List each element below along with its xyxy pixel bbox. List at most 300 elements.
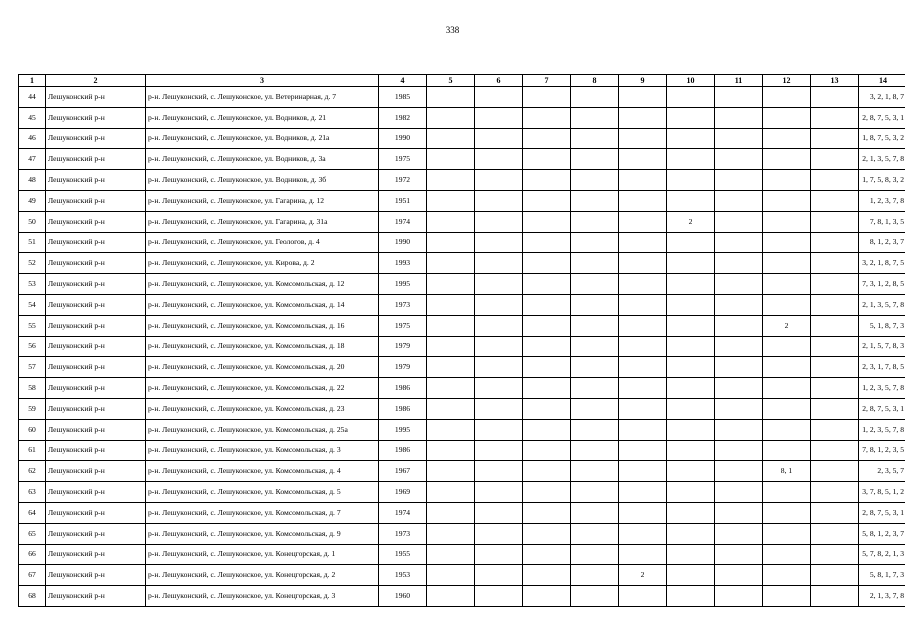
cell-district: Лешуконский р-н bbox=[46, 274, 146, 295]
table-row bbox=[19, 565, 905, 586]
cell-col-9 bbox=[619, 170, 667, 191]
cell-col-8 bbox=[571, 586, 619, 607]
cell-address: р-н. Лешуконский, с. Лешуконское, ул. Водников, д. 3а bbox=[146, 149, 379, 170]
cell-year: 1990 bbox=[379, 232, 427, 253]
cell-col-8 bbox=[571, 440, 619, 461]
cell-col-14: 2, 8, 7, 5, 3, 1 bbox=[859, 398, 905, 419]
cell-col-13 bbox=[811, 315, 859, 336]
cell-col-5 bbox=[427, 523, 475, 544]
cell-col-13 bbox=[811, 586, 859, 607]
table-row bbox=[19, 149, 905, 170]
cell-col-13 bbox=[811, 502, 859, 523]
cell-col-12 bbox=[763, 523, 811, 544]
column-header-12: 12 bbox=[763, 75, 811, 87]
cell-district: Лешуконский р-н bbox=[46, 190, 146, 211]
cell-year: 1960 bbox=[379, 586, 427, 607]
cell-col-8 bbox=[571, 565, 619, 586]
cell-col-9 bbox=[619, 440, 667, 461]
cell-col-10 bbox=[667, 336, 715, 357]
cell-col-12 bbox=[763, 419, 811, 440]
cell-col-9 bbox=[619, 523, 667, 544]
cell-address: р-н. Лешуконский, с. Лешуконское, ул. Комсомольская, д. 9 bbox=[146, 523, 379, 544]
cell-col-9 bbox=[619, 502, 667, 523]
cell-year: 1972 bbox=[379, 170, 427, 191]
cell-address: р-н. Лешуконский, с. Лешуконское, ул. Комсомольская, д. 5 bbox=[146, 482, 379, 503]
cell-address: р-н. Лешуконский, с. Лешуконское, ул. Комсомольская, д. 25а bbox=[146, 419, 379, 440]
cell-col-5 bbox=[427, 190, 475, 211]
cell-col-8 bbox=[571, 336, 619, 357]
cell-col-5 bbox=[427, 128, 475, 149]
cell-col-8 bbox=[571, 87, 619, 108]
cell-year: 1975 bbox=[379, 149, 427, 170]
cell-col-10 bbox=[667, 523, 715, 544]
cell-address: р-н. Лешуконский, с. Лешуконское, ул. Комсомольская, д. 23 bbox=[146, 398, 379, 419]
cell-row-number: 52 bbox=[19, 253, 46, 274]
cell-col-5 bbox=[427, 461, 475, 482]
table-row bbox=[19, 87, 905, 108]
cell-col-11 bbox=[715, 128, 763, 149]
cell-col-13 bbox=[811, 170, 859, 191]
cell-col-6 bbox=[475, 315, 523, 336]
cell-address: р-н. Лешуконский, с. Лешуконское, ул. Конецгорская, д. 2 bbox=[146, 565, 379, 586]
cell-col-7 bbox=[523, 502, 571, 523]
cell-col-9 bbox=[619, 274, 667, 295]
column-header-7: 7 bbox=[523, 75, 571, 87]
table-row bbox=[19, 211, 905, 232]
cell-col-10 bbox=[667, 107, 715, 128]
cell-district: Лешуконский р-н bbox=[46, 128, 146, 149]
cell-col-14: 2, 1, 3, 5, 7, 8 bbox=[859, 294, 905, 315]
cell-col-5 bbox=[427, 502, 475, 523]
cell-col-7 bbox=[523, 336, 571, 357]
cell-district: Лешуконский р-н bbox=[46, 502, 146, 523]
cell-row-number: 51 bbox=[19, 232, 46, 253]
cell-col-6 bbox=[475, 419, 523, 440]
cell-col-12 bbox=[763, 87, 811, 108]
cell-col-11 bbox=[715, 523, 763, 544]
cell-district: Лешуконский р-н bbox=[46, 211, 146, 232]
cell-col-9 bbox=[619, 253, 667, 274]
cell-district: Лешуконский р-н bbox=[46, 294, 146, 315]
cell-year: 1974 bbox=[379, 502, 427, 523]
cell-col-14: 3, 7, 8, 5, 1, 2 bbox=[859, 482, 905, 503]
cell-col-10 bbox=[667, 294, 715, 315]
cell-col-5 bbox=[427, 586, 475, 607]
cell-district: Лешуконский р-н bbox=[46, 232, 146, 253]
cell-year: 1986 bbox=[379, 378, 427, 399]
cell-row-number: 60 bbox=[19, 419, 46, 440]
cell-col-14: 7, 8, 1, 3, 5 bbox=[859, 211, 905, 232]
cell-col-8 bbox=[571, 482, 619, 503]
cell-col-12 bbox=[763, 586, 811, 607]
cell-col-8 bbox=[571, 211, 619, 232]
cell-col-7 bbox=[523, 211, 571, 232]
cell-col-11 bbox=[715, 565, 763, 586]
cell-col-9 bbox=[619, 190, 667, 211]
cell-row-number: 67 bbox=[19, 565, 46, 586]
cell-col-8 bbox=[571, 274, 619, 295]
cell-col-8 bbox=[571, 461, 619, 482]
cell-col-10 bbox=[667, 190, 715, 211]
cell-year: 1995 bbox=[379, 274, 427, 295]
column-header-9: 9 bbox=[619, 75, 667, 87]
cell-col-7 bbox=[523, 107, 571, 128]
column-header-5: 5 bbox=[427, 75, 475, 87]
cell-year: 1979 bbox=[379, 357, 427, 378]
table-row bbox=[19, 107, 905, 128]
cell-col-9 bbox=[619, 294, 667, 315]
cell-row-number: 48 bbox=[19, 170, 46, 191]
cell-year: 1985 bbox=[379, 87, 427, 108]
cell-col-6 bbox=[475, 461, 523, 482]
table-row bbox=[19, 232, 905, 253]
cell-col-13 bbox=[811, 523, 859, 544]
table-row bbox=[19, 523, 905, 544]
cell-col-10 bbox=[667, 502, 715, 523]
cell-row-number: 54 bbox=[19, 294, 46, 315]
cell-address: р-н. Лешуконский, с. Лешуконское, ул. Комсомольская, д. 14 bbox=[146, 294, 379, 315]
table-row bbox=[19, 440, 905, 461]
cell-address: р-н. Лешуконский, с. Лешуконское, ул. Водников, д. 21 bbox=[146, 107, 379, 128]
cell-col-9 bbox=[619, 586, 667, 607]
cell-col-8 bbox=[571, 253, 619, 274]
cell-col-11 bbox=[715, 502, 763, 523]
cell-col-10 bbox=[667, 398, 715, 419]
cell-col-14: 3, 2, 1, 8, 7 bbox=[859, 87, 905, 108]
table-row bbox=[19, 502, 905, 523]
cell-district: Лешуконский р-н bbox=[46, 398, 146, 419]
cell-col-14: 5, 1, 8, 7, 3 bbox=[859, 315, 905, 336]
cell-col-13 bbox=[811, 544, 859, 565]
cell-col-10 bbox=[667, 440, 715, 461]
cell-district: Лешуконский р-н bbox=[46, 544, 146, 565]
cell-col-7 bbox=[523, 586, 571, 607]
column-header-6: 6 bbox=[475, 75, 523, 87]
cell-col-5 bbox=[427, 253, 475, 274]
cell-col-13 bbox=[811, 336, 859, 357]
cell-col-7 bbox=[523, 523, 571, 544]
cell-col-7 bbox=[523, 294, 571, 315]
cell-col-10 bbox=[667, 232, 715, 253]
column-header-4: 4 bbox=[379, 75, 427, 87]
cell-col-7 bbox=[523, 149, 571, 170]
cell-col-10 bbox=[667, 315, 715, 336]
cell-col-11 bbox=[715, 211, 763, 232]
cell-address: р-н. Лешуконский, с. Лешуконское, ул. Ветеринарная, д. 7 bbox=[146, 87, 379, 108]
cell-col-14: 1, 8, 7, 5, 3, 2 bbox=[859, 128, 905, 149]
cell-col-14: 1, 2, 3, 7, 8 bbox=[859, 190, 905, 211]
cell-col-12 bbox=[763, 190, 811, 211]
cell-address: р-н. Лешуконский, с. Лешуконское, ул. Геологов, д. 4 bbox=[146, 232, 379, 253]
cell-col-6 bbox=[475, 336, 523, 357]
cell-col-7 bbox=[523, 87, 571, 108]
cell-col-10 bbox=[667, 378, 715, 399]
cell-col-11 bbox=[715, 253, 763, 274]
cell-col-13 bbox=[811, 419, 859, 440]
cell-year: 1974 bbox=[379, 211, 427, 232]
cell-col-12 bbox=[763, 440, 811, 461]
cell-row-number: 44 bbox=[19, 87, 46, 108]
cell-year: 1969 bbox=[379, 482, 427, 503]
table-row bbox=[19, 274, 905, 295]
cell-address: р-н. Лешуконский, с. Лешуконское, ул. Комсомольская, д. 16 bbox=[146, 315, 379, 336]
cell-col-12 bbox=[763, 482, 811, 503]
cell-district: Лешуконский р-н bbox=[46, 523, 146, 544]
cell-col-14: 2, 8, 7, 5, 3, 1 bbox=[859, 107, 905, 128]
cell-col-12 bbox=[763, 274, 811, 295]
cell-col-13 bbox=[811, 294, 859, 315]
cell-col-9 bbox=[619, 232, 667, 253]
cell-col-6 bbox=[475, 523, 523, 544]
cell-district: Лешуконский р-н bbox=[46, 107, 146, 128]
cell-col-14: 3, 2, 1, 8, 7, 5 bbox=[859, 253, 905, 274]
cell-col-11 bbox=[715, 440, 763, 461]
cell-col-5 bbox=[427, 274, 475, 295]
column-header-2: 2 bbox=[46, 75, 146, 87]
cell-address: р-н. Лешуконский, с. Лешуконское, ул. Комсомольская, д. 20 bbox=[146, 357, 379, 378]
table-row bbox=[19, 586, 905, 607]
column-header-8: 8 bbox=[571, 75, 619, 87]
cell-col-6 bbox=[475, 170, 523, 191]
cell-col-5 bbox=[427, 398, 475, 419]
cell-year: 1986 bbox=[379, 398, 427, 419]
cell-district: Лешуконский р-н bbox=[46, 315, 146, 336]
cell-col-11 bbox=[715, 294, 763, 315]
table-header-row bbox=[19, 75, 905, 87]
cell-col-7 bbox=[523, 378, 571, 399]
cell-col-8 bbox=[571, 419, 619, 440]
cell-col-5 bbox=[427, 544, 475, 565]
cell-address: р-н. Лешуконский, с. Лешуконское, ул. Комсомольская, д. 4 bbox=[146, 461, 379, 482]
column-header-3: 3 bbox=[146, 75, 379, 87]
cell-col-14: 1, 2, 3, 5, 7, 8 bbox=[859, 378, 905, 399]
table-row bbox=[19, 461, 905, 482]
cell-col-12 bbox=[763, 211, 811, 232]
table-row bbox=[19, 419, 905, 440]
table-row bbox=[19, 482, 905, 503]
cell-col-9 bbox=[619, 336, 667, 357]
cell-col-13 bbox=[811, 482, 859, 503]
table-row bbox=[19, 190, 905, 211]
cell-row-number: 57 bbox=[19, 357, 46, 378]
cell-col-8 bbox=[571, 378, 619, 399]
table-row bbox=[19, 253, 905, 274]
cell-col-10: 2 bbox=[667, 211, 715, 232]
cell-col-7 bbox=[523, 398, 571, 419]
cell-col-9 bbox=[619, 544, 667, 565]
table-row bbox=[19, 398, 905, 419]
cell-col-14: 5, 8, 1, 7, 3 bbox=[859, 565, 905, 586]
cell-col-9 bbox=[619, 461, 667, 482]
cell-col-8 bbox=[571, 544, 619, 565]
cell-col-10 bbox=[667, 544, 715, 565]
cell-col-12 bbox=[763, 232, 811, 253]
cell-col-8 bbox=[571, 107, 619, 128]
cell-district: Лешуконский р-н bbox=[46, 378, 146, 399]
cell-col-5 bbox=[427, 211, 475, 232]
cell-col-5 bbox=[427, 440, 475, 461]
cell-col-6 bbox=[475, 440, 523, 461]
cell-col-11 bbox=[715, 170, 763, 191]
cell-col-13 bbox=[811, 378, 859, 399]
cell-col-8 bbox=[571, 502, 619, 523]
cell-row-number: 63 bbox=[19, 482, 46, 503]
cell-col-7 bbox=[523, 315, 571, 336]
cell-col-11 bbox=[715, 544, 763, 565]
cell-col-9 bbox=[619, 482, 667, 503]
cell-col-13 bbox=[811, 461, 859, 482]
cell-col-6 bbox=[475, 544, 523, 565]
cell-col-14: 1, 2, 3, 5, 7, 8 bbox=[859, 419, 905, 440]
cell-address: р-н. Лешуконский, с. Лешуконское, ул. Кирова, д. 2 bbox=[146, 253, 379, 274]
cell-col-5 bbox=[427, 357, 475, 378]
cell-row-number: 68 bbox=[19, 586, 46, 607]
cell-col-6 bbox=[475, 357, 523, 378]
cell-col-8 bbox=[571, 149, 619, 170]
cell-address: р-н. Лешуконский, с. Лешуконское, ул. Гагарина, д. 12 bbox=[146, 190, 379, 211]
cell-col-12 bbox=[763, 544, 811, 565]
cell-col-6 bbox=[475, 482, 523, 503]
cell-col-10 bbox=[667, 419, 715, 440]
cell-col-9 bbox=[619, 211, 667, 232]
cell-district: Лешуконский р-н bbox=[46, 440, 146, 461]
cell-col-11 bbox=[715, 357, 763, 378]
cell-col-10 bbox=[667, 565, 715, 586]
cell-col-12 bbox=[763, 253, 811, 274]
cell-row-number: 50 bbox=[19, 211, 46, 232]
cell-col-6 bbox=[475, 565, 523, 586]
column-header-13: 13 bbox=[811, 75, 859, 87]
cell-col-9 bbox=[619, 315, 667, 336]
cell-col-11 bbox=[715, 149, 763, 170]
cell-year: 1990 bbox=[379, 128, 427, 149]
cell-col-13 bbox=[811, 274, 859, 295]
cell-col-9 bbox=[619, 357, 667, 378]
table-row bbox=[19, 170, 905, 191]
cell-col-5 bbox=[427, 482, 475, 503]
cell-col-9 bbox=[619, 419, 667, 440]
cell-col-13 bbox=[811, 87, 859, 108]
table-row bbox=[19, 357, 905, 378]
cell-col-8 bbox=[571, 398, 619, 419]
cell-col-12 bbox=[763, 378, 811, 399]
cell-col-14: 2, 1, 3, 7, 8 bbox=[859, 586, 905, 607]
cell-col-14: 2, 3, 5, 7 bbox=[859, 461, 905, 482]
cell-col-6 bbox=[475, 107, 523, 128]
cell-col-12 bbox=[763, 357, 811, 378]
cell-col-10 bbox=[667, 170, 715, 191]
cell-col-7 bbox=[523, 565, 571, 586]
cell-address: р-н. Лешуконский, с. Лешуконское, ул. Водников, д. 3б bbox=[146, 170, 379, 191]
cell-col-12: 8, 1 bbox=[763, 461, 811, 482]
cell-col-9 bbox=[619, 149, 667, 170]
cell-col-14: 8, 1, 2, 3, 7 bbox=[859, 232, 905, 253]
cell-col-12 bbox=[763, 294, 811, 315]
cell-col-7 bbox=[523, 357, 571, 378]
cell-col-9 bbox=[619, 87, 667, 108]
table-row bbox=[19, 128, 905, 149]
cell-row-number: 66 bbox=[19, 544, 46, 565]
cell-col-11 bbox=[715, 461, 763, 482]
cell-row-number: 53 bbox=[19, 274, 46, 295]
cell-col-6 bbox=[475, 87, 523, 108]
cell-row-number: 56 bbox=[19, 336, 46, 357]
cell-address: р-н. Лешуконский, с. Лешуконское, ул. Комсомольская, д. 18 bbox=[146, 336, 379, 357]
cell-col-7 bbox=[523, 232, 571, 253]
cell-col-12 bbox=[763, 398, 811, 419]
cell-col-12 bbox=[763, 565, 811, 586]
cell-row-number: 59 bbox=[19, 398, 46, 419]
cell-col-14: 7, 8, 1, 2, 3, 5 bbox=[859, 440, 905, 461]
cell-row-number: 45 bbox=[19, 107, 46, 128]
cell-col-13 bbox=[811, 128, 859, 149]
cell-col-6 bbox=[475, 502, 523, 523]
cell-col-12: 2 bbox=[763, 315, 811, 336]
cell-col-6 bbox=[475, 211, 523, 232]
cell-year: 1955 bbox=[379, 544, 427, 565]
cell-col-12 bbox=[763, 170, 811, 191]
cell-col-8 bbox=[571, 232, 619, 253]
cell-district: Лешуконский р-н bbox=[46, 336, 146, 357]
cell-address: р-н. Лешуконский, с. Лешуконское, ул. Комсомольская, д. 7 bbox=[146, 502, 379, 523]
cell-col-11 bbox=[715, 419, 763, 440]
cell-col-12 bbox=[763, 128, 811, 149]
cell-col-5 bbox=[427, 232, 475, 253]
cell-col-11 bbox=[715, 586, 763, 607]
cell-col-11 bbox=[715, 107, 763, 128]
cell-col-13 bbox=[811, 253, 859, 274]
cell-row-number: 65 bbox=[19, 523, 46, 544]
cell-col-13 bbox=[811, 190, 859, 211]
cell-col-9 bbox=[619, 378, 667, 399]
cell-year: 1967 bbox=[379, 461, 427, 482]
cell-col-11 bbox=[715, 378, 763, 399]
cell-col-10 bbox=[667, 461, 715, 482]
cell-col-7 bbox=[523, 253, 571, 274]
cell-col-11 bbox=[715, 315, 763, 336]
cell-col-13 bbox=[811, 149, 859, 170]
cell-year: 1951 bbox=[379, 190, 427, 211]
cell-row-number: 46 bbox=[19, 128, 46, 149]
cell-col-11 bbox=[715, 190, 763, 211]
cell-col-7 bbox=[523, 544, 571, 565]
cell-col-5 bbox=[427, 336, 475, 357]
cell-col-12 bbox=[763, 149, 811, 170]
cell-col-9 bbox=[619, 128, 667, 149]
cell-col-10 bbox=[667, 586, 715, 607]
cell-row-number: 58 bbox=[19, 378, 46, 399]
cell-col-13 bbox=[811, 565, 859, 586]
cell-row-number: 47 bbox=[19, 149, 46, 170]
cell-col-10 bbox=[667, 274, 715, 295]
cell-col-10 bbox=[667, 357, 715, 378]
cell-row-number: 55 bbox=[19, 315, 46, 336]
cell-district: Лешуконский р-н bbox=[46, 170, 146, 191]
cell-col-7 bbox=[523, 190, 571, 211]
column-header-11: 11 bbox=[715, 75, 763, 87]
cell-col-12 bbox=[763, 107, 811, 128]
cell-district: Лешуконский р-н bbox=[46, 586, 146, 607]
cell-address: р-н. Лешуконский, с. Лешуконское, ул. Комсомольская, д. 12 bbox=[146, 274, 379, 295]
cell-col-13 bbox=[811, 398, 859, 419]
cell-year: 1986 bbox=[379, 440, 427, 461]
cell-col-11 bbox=[715, 398, 763, 419]
cell-col-12 bbox=[763, 336, 811, 357]
column-header-1: 1 bbox=[19, 75, 46, 87]
cell-district: Лешуконский р-н bbox=[46, 149, 146, 170]
cell-col-8 bbox=[571, 294, 619, 315]
cell-district: Лешуконский р-н bbox=[46, 253, 146, 274]
